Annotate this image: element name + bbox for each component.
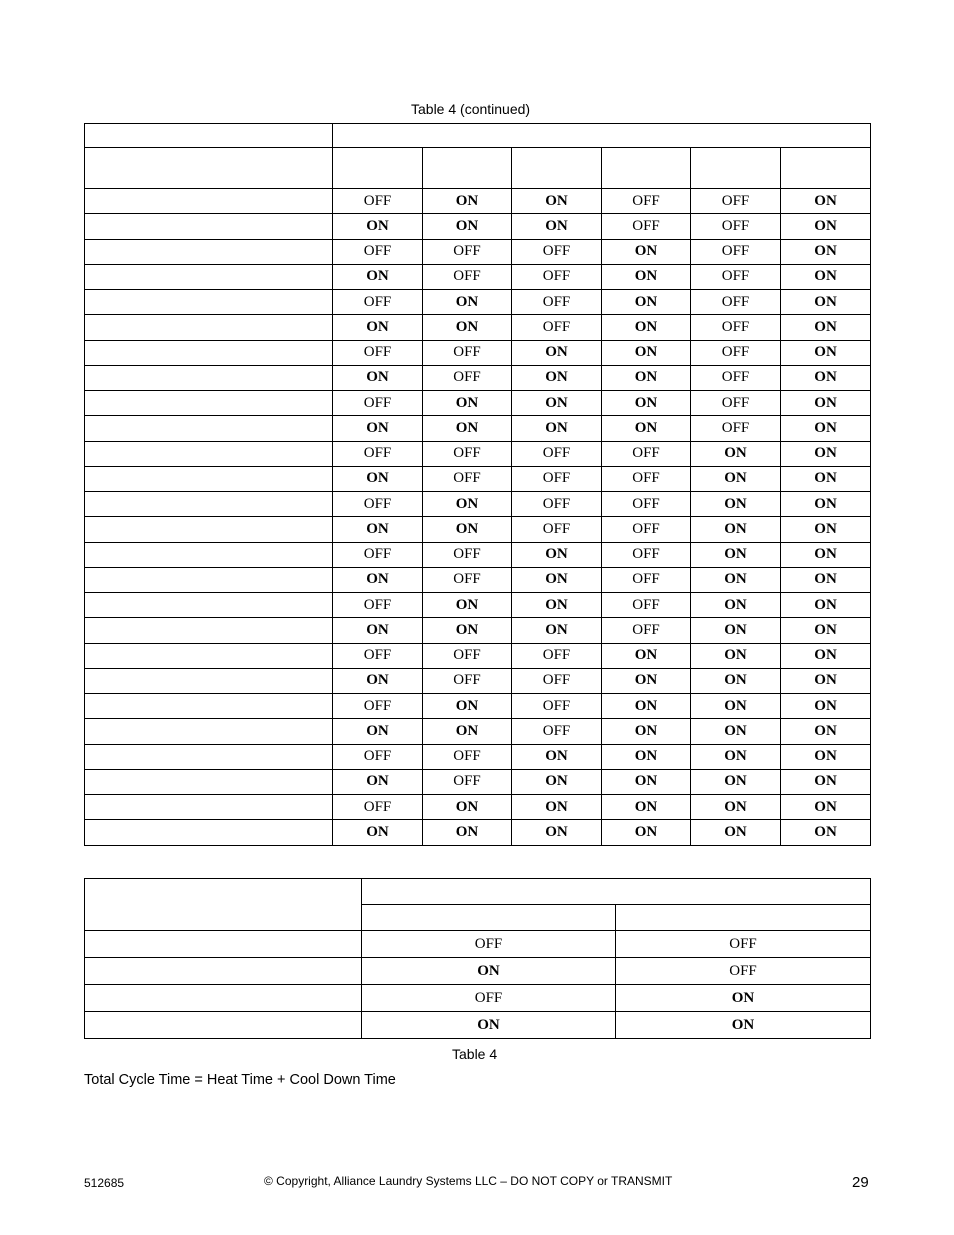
switch-state-cell: OFF [512, 517, 602, 542]
switch-state-cell: ON [362, 1012, 616, 1039]
table-row [85, 668, 871, 693]
header-cell [781, 148, 871, 189]
row-label-cell [85, 391, 333, 416]
switch-state-cell: ON [602, 694, 691, 719]
row-label-cell [85, 466, 333, 491]
row-label-cell [85, 1012, 362, 1039]
row-label-cell [85, 958, 362, 985]
switch-state-cell: OFF [691, 315, 781, 340]
switch-setting-table-two [84, 878, 871, 1039]
switch-state-cell: ON [781, 416, 871, 441]
switch-state-cell: ON [333, 769, 423, 794]
switch-state-cell: ON [423, 315, 512, 340]
switch-state-cell: OFF [602, 618, 691, 643]
switch-state-cell: ON [781, 365, 871, 390]
table-row [85, 416, 871, 441]
switch-state-cell: ON [781, 593, 871, 618]
row-label-cell [85, 340, 333, 365]
cycle-time-formula: Total Cycle Time = Heat Time + Cool Down Time [84, 1072, 396, 1088]
document-number: 512685 [84, 1176, 125, 1190]
table-row [85, 517, 871, 542]
header-cell [423, 148, 512, 189]
switch-state-cell: ON [333, 618, 423, 643]
row-label-cell [85, 492, 333, 517]
row-label-cell [85, 719, 333, 744]
switch-state-cell: OFF [691, 189, 781, 214]
switch-state-cell: ON [512, 214, 602, 239]
table-row [85, 1012, 871, 1039]
switch-state-cell: ON [781, 719, 871, 744]
switch-state-cell: OFF [333, 643, 423, 668]
row-label-cell [85, 315, 333, 340]
switch-state-cell: ON [333, 214, 423, 239]
table-row [85, 694, 871, 719]
table-row [85, 769, 871, 794]
switch-state-cell: ON [781, 542, 871, 567]
switch-state-cell: ON [781, 466, 871, 491]
switch-state-cell: ON [781, 643, 871, 668]
switch-state-cell: ON [691, 542, 781, 567]
switch-state-cell: OFF [333, 795, 423, 820]
switch-state-cell: OFF [333, 340, 423, 365]
copyright-notice: © Copyright, Alliance Laundry Systems LLC – DO NOT COPY or TRANSMIT [264, 1174, 673, 1188]
switch-state-cell: OFF [362, 985, 616, 1012]
switch-state-cell: OFF [512, 668, 602, 693]
row-label-cell [85, 214, 333, 239]
switch-state-cell: OFF [691, 239, 781, 264]
switch-state-cell: OFF [333, 492, 423, 517]
row-label-cell [85, 365, 333, 390]
row-label-cell [85, 189, 333, 214]
switch-state-cell: ON [781, 517, 871, 542]
switch-state-cell: ON [602, 719, 691, 744]
switch-setting-table-continued [84, 123, 871, 846]
switch-state-cell: ON [781, 264, 871, 289]
row-label-cell [85, 795, 333, 820]
switch-state-cell: ON [691, 441, 781, 466]
switch-state-cell: OFF [691, 214, 781, 239]
switch-state-cell: ON [781, 441, 871, 466]
switch-state-cell: ON [512, 416, 602, 441]
row-label-cell [85, 441, 333, 466]
row-label-cell [85, 264, 333, 289]
switch-state-cell: ON [781, 820, 871, 845]
table-row [85, 593, 871, 618]
header-cell [362, 905, 616, 931]
switch-state-cell: ON [602, 239, 691, 264]
table-caption: Table 4 [452, 1046, 498, 1062]
table-row [85, 931, 871, 958]
switch-state-cell: ON [691, 643, 781, 668]
table-subheader-row [85, 148, 871, 189]
switch-state-cell: OFF [362, 931, 616, 958]
table-row [85, 492, 871, 517]
switch-state-cell: ON [781, 290, 871, 315]
row-label-cell [85, 820, 333, 845]
switch-state-cell: ON [333, 315, 423, 340]
switch-state-cell: ON [781, 567, 871, 592]
switch-state-cell: OFF [602, 542, 691, 567]
switch-state-cell: OFF [423, 643, 512, 668]
table-row [85, 315, 871, 340]
switch-state-cell: OFF [333, 391, 423, 416]
row-label-cell [85, 567, 333, 592]
switch-state-cell: OFF [602, 517, 691, 542]
row-label-cell [85, 618, 333, 643]
switch-state-cell: ON [781, 214, 871, 239]
switch-state-cell: ON [512, 340, 602, 365]
switch-state-cell: OFF [512, 694, 602, 719]
row-label-cell [85, 542, 333, 567]
switch-state-cell: OFF [333, 441, 423, 466]
switch-state-cell: ON [781, 744, 871, 769]
switch-state-cell: OFF [423, 542, 512, 567]
header-cell [616, 905, 871, 931]
switch-state-cell: ON [512, 189, 602, 214]
table-row [85, 290, 871, 315]
table-row [85, 795, 871, 820]
switch-state-cell: OFF [333, 189, 423, 214]
switch-state-cell: ON [691, 517, 781, 542]
switch-state-cell: ON [781, 189, 871, 214]
switch-state-cell: OFF [423, 264, 512, 289]
header-cell [85, 148, 333, 189]
header-cell [362, 879, 871, 905]
switch-state-cell: OFF [602, 466, 691, 491]
switch-state-cell: OFF [512, 315, 602, 340]
table-row [85, 958, 871, 985]
switch-state-cell: ON [602, 820, 691, 845]
switch-state-cell: OFF [691, 264, 781, 289]
table-row [85, 567, 871, 592]
switch-state-cell: ON [781, 340, 871, 365]
switch-state-cell: ON [512, 618, 602, 643]
table-header-row [85, 124, 871, 148]
table-row [85, 542, 871, 567]
table-row [85, 189, 871, 214]
table-row [85, 239, 871, 264]
table-row [85, 820, 871, 845]
switch-state-cell: OFF [333, 290, 423, 315]
switch-state-cell: ON [423, 214, 512, 239]
switch-state-cell: ON [333, 264, 423, 289]
switch-state-cell: ON [512, 542, 602, 567]
table-row [85, 214, 871, 239]
switch-state-cell: OFF [512, 441, 602, 466]
switch-state-cell: ON [423, 820, 512, 845]
switch-state-cell: ON [423, 694, 512, 719]
row-label-cell [85, 694, 333, 719]
switch-state-cell: ON [781, 391, 871, 416]
switch-state-cell: ON [616, 985, 871, 1012]
switch-state-cell: ON [512, 769, 602, 794]
table-row [85, 391, 871, 416]
switch-state-cell: OFF [423, 769, 512, 794]
table-row [85, 618, 871, 643]
switch-state-cell: ON [512, 744, 602, 769]
switch-state-cell: OFF [512, 719, 602, 744]
row-label-cell [85, 517, 333, 542]
switch-state-cell: OFF [691, 416, 781, 441]
switch-state-cell: ON [333, 567, 423, 592]
switch-state-cell: ON [781, 668, 871, 693]
switch-state-cell: OFF [423, 744, 512, 769]
switch-state-cell: ON [333, 416, 423, 441]
table-row [85, 340, 871, 365]
switch-state-cell: ON [781, 795, 871, 820]
switch-state-cell: ON [423, 517, 512, 542]
switch-state-cell: OFF [423, 239, 512, 264]
switch-state-cell: ON [423, 416, 512, 441]
switch-state-cell: ON [602, 769, 691, 794]
switch-state-cell: OFF [333, 744, 423, 769]
switch-state-cell: ON [602, 340, 691, 365]
row-label-cell [85, 668, 333, 693]
table-row [85, 643, 871, 668]
switch-state-cell: ON [423, 795, 512, 820]
switch-state-cell: ON [781, 618, 871, 643]
switch-state-cell: ON [691, 820, 781, 845]
switch-state-cell: ON [333, 517, 423, 542]
page-number: 29 [852, 1174, 869, 1191]
switch-state-cell: ON [691, 466, 781, 491]
table-row [85, 744, 871, 769]
switch-state-cell: OFF [423, 567, 512, 592]
switch-state-cell: ON [691, 567, 781, 592]
switch-state-cell: OFF [691, 290, 781, 315]
table-row [85, 466, 871, 491]
header-cell [85, 879, 362, 931]
table-row [85, 365, 871, 390]
row-label-cell [85, 290, 333, 315]
switch-state-cell: ON [602, 795, 691, 820]
row-label-cell [85, 239, 333, 264]
switch-state-cell: ON [602, 391, 691, 416]
row-label-cell [85, 985, 362, 1012]
switch-state-cell: ON [423, 290, 512, 315]
switch-state-cell: ON [691, 769, 781, 794]
switch-state-cell: ON [423, 593, 512, 618]
switch-state-cell: OFF [333, 593, 423, 618]
switch-state-cell: OFF [512, 492, 602, 517]
table-row [85, 264, 871, 289]
table-row [85, 719, 871, 744]
row-label-cell [85, 416, 333, 441]
header-cell [85, 124, 333, 148]
switch-state-cell: OFF [602, 567, 691, 592]
switch-state-cell: ON [333, 466, 423, 491]
switch-state-cell: OFF [423, 668, 512, 693]
switch-state-cell: ON [602, 290, 691, 315]
switch-state-cell: OFF [512, 264, 602, 289]
table-row [85, 985, 871, 1012]
switch-state-cell: OFF [691, 391, 781, 416]
switch-state-cell: OFF [602, 214, 691, 239]
switch-state-cell: ON [691, 593, 781, 618]
switch-state-cell: ON [423, 492, 512, 517]
switch-state-cell: ON [423, 391, 512, 416]
switch-state-cell: ON [602, 365, 691, 390]
switch-state-cell: ON [691, 795, 781, 820]
switch-state-cell: OFF [512, 466, 602, 491]
switch-state-cell: OFF [512, 643, 602, 668]
switch-state-cell: OFF [602, 441, 691, 466]
switch-state-cell: OFF [423, 466, 512, 491]
switch-state-cell: ON [781, 239, 871, 264]
switch-state-cell: ON [602, 264, 691, 289]
switch-state-cell: ON [512, 795, 602, 820]
switch-state-cell: ON [512, 820, 602, 845]
switch-state-cell: ON [691, 618, 781, 643]
table-row [85, 441, 871, 466]
header-cell [333, 148, 423, 189]
switch-state-cell: ON [602, 643, 691, 668]
switch-state-cell: ON [333, 719, 423, 744]
row-label-cell [85, 593, 333, 618]
switch-state-cell: OFF [333, 239, 423, 264]
header-cell [512, 148, 602, 189]
table-caption-continued: Table 4 (continued) [411, 101, 531, 117]
switch-state-cell: ON [781, 315, 871, 340]
switch-state-cell: ON [691, 492, 781, 517]
switch-state-cell: ON [423, 719, 512, 744]
switch-state-cell: ON [512, 365, 602, 390]
switch-state-cell: ON [602, 315, 691, 340]
header-cell [333, 124, 871, 148]
row-label-cell [85, 643, 333, 668]
switch-state-cell: OFF [423, 365, 512, 390]
switch-state-cell: ON [333, 365, 423, 390]
switch-state-cell: ON [602, 668, 691, 693]
switch-state-cell: ON [423, 618, 512, 643]
switch-state-cell: ON [512, 567, 602, 592]
switch-state-cell: OFF [602, 492, 691, 517]
switch-state-cell: ON [781, 492, 871, 517]
switch-state-cell: ON [781, 769, 871, 794]
switch-state-cell: OFF [423, 340, 512, 365]
header-cell [691, 148, 781, 189]
switch-state-cell: OFF [512, 239, 602, 264]
switch-state-cell: OFF [691, 340, 781, 365]
switch-state-cell: ON [691, 668, 781, 693]
switch-state-cell: OFF [602, 189, 691, 214]
switch-state-cell: OFF [602, 593, 691, 618]
row-label-cell [85, 931, 362, 958]
switch-state-cell: ON [333, 668, 423, 693]
header-cell [602, 148, 691, 189]
switch-state-cell: ON [602, 416, 691, 441]
switch-state-cell: OFF [333, 694, 423, 719]
switch-state-cell: OFF [423, 441, 512, 466]
switch-state-cell: ON [616, 1012, 871, 1039]
switch-state-cell: OFF [616, 931, 871, 958]
switch-state-cell: OFF [691, 365, 781, 390]
switch-state-cell: ON [781, 694, 871, 719]
switch-state-cell: ON [691, 744, 781, 769]
switch-state-cell: OFF [512, 290, 602, 315]
switch-state-cell: ON [691, 694, 781, 719]
switch-state-cell: ON [691, 719, 781, 744]
row-label-cell [85, 744, 333, 769]
row-label-cell [85, 769, 333, 794]
switch-state-cell: ON [512, 593, 602, 618]
switch-state-cell: OFF [616, 958, 871, 985]
switch-state-cell: ON [362, 958, 616, 985]
table-header-row [85, 879, 871, 905]
switch-state-cell: ON [602, 744, 691, 769]
switch-state-cell: ON [512, 391, 602, 416]
switch-state-cell: OFF [333, 542, 423, 567]
switch-state-cell: ON [333, 820, 423, 845]
switch-state-cell: ON [423, 189, 512, 214]
